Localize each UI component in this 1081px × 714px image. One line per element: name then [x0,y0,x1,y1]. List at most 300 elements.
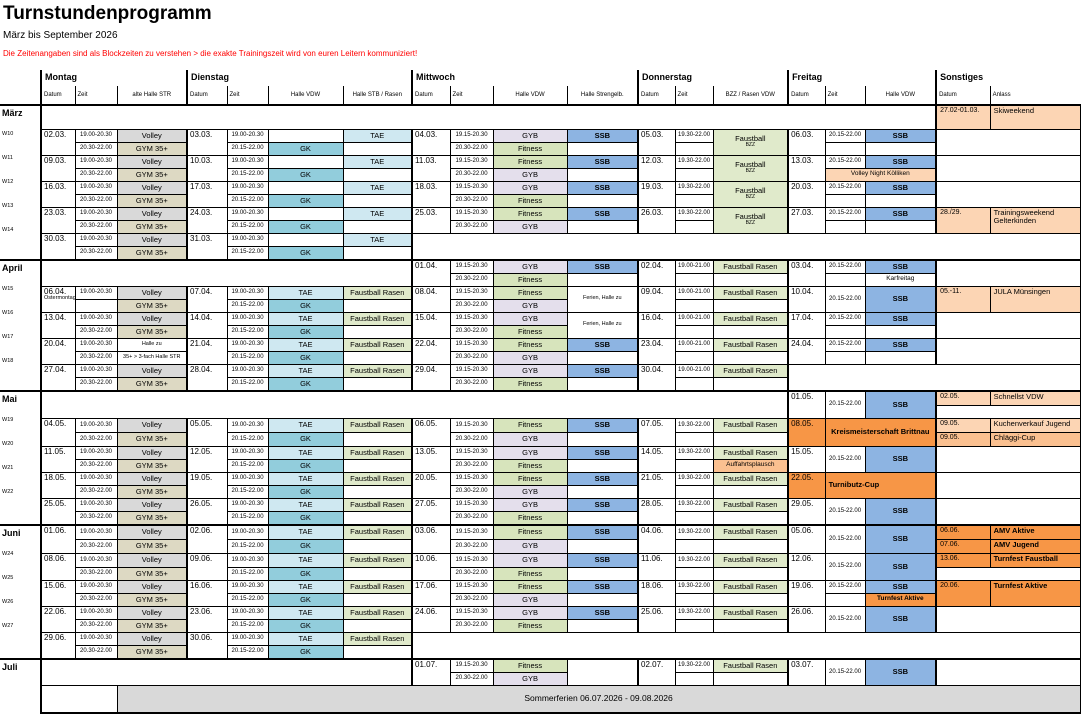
col-header: Halle STB / Rasen [343,86,412,105]
time-cell: 19.00-20.30 [227,181,268,194]
date-cell: 19.06. [788,580,825,606]
bzz-rasen-cell: Faustball Rasen [713,418,788,432]
date-cell [41,338,75,364]
date-text: 16.03. [44,181,67,191]
page-title: Turnstundenprogramm [3,3,212,24]
col-header: Zeit [825,86,865,105]
sonstiges-date: 07.06. [936,539,990,553]
date-cell: 24.04. [788,338,825,364]
day-header-mittwoch: Mittwoch [412,70,638,86]
time-cell: 19.00-20.30 [227,155,268,168]
empty-cell [675,432,713,446]
date-cell: 30.04. [638,364,675,391]
hall-cell: Fitness [493,338,567,351]
date-text: 18.05. [44,472,67,482]
col-header: Datum [638,86,675,105]
time-cell: 19.00-20.30 [75,472,117,485]
time-cell: 19.15-20.30 [450,364,493,377]
time-cell: 20.15-22.00 [825,260,865,274]
stb-rasen-cell [343,168,412,181]
hall-cell: GYB [493,181,567,194]
time-cell: 19.00-21.00 [675,260,713,274]
col-header: Datum [412,86,450,105]
date-cell: 09.06. [187,553,227,580]
hall-cell: GYM 35+ [117,619,187,632]
date-cell: 04.03. [412,129,450,155]
time-cell: 20.30-22.00 [450,593,493,606]
week-label: W17 [2,333,14,340]
hall-cell: Halle zu [117,338,187,351]
date-cell: 19.05. [187,472,227,498]
hall-cell: Volley [117,418,187,432]
time-cell: 20.30-22.00 [450,194,493,207]
time-cell: 19.00-21.00 [675,364,713,377]
date-text: 06.04. [44,286,67,296]
date-text: 20.04. [44,338,67,348]
time-cell: 20.15-22.00 [227,325,268,338]
empty-cell [41,260,412,287]
empty-cell [713,567,788,580]
week-label: W10 [2,131,14,137]
empty-cell [41,659,412,686]
time-cell: 20.30-22.00 [75,142,117,155]
vdw-hall-cell: GK [268,377,343,391]
date-text: 15.06. [44,580,67,590]
date-cell: 11.06. [638,553,675,580]
hall-cell: GYB [493,485,567,498]
strengelbach-cell: SSB [567,207,638,220]
time-cell: 20.30-22.00 [450,672,493,685]
vdw-hall-cell: GK [268,511,343,525]
time-cell: 20.30-22.00 [450,567,493,580]
day-header-montag: Montag [41,70,187,86]
stb-rasen-cell [343,645,412,659]
time-cell: 20.30-22.00 [450,619,493,632]
date-cell: 26.05. [187,498,227,525]
holiday-note: Ostermontag [44,294,76,301]
bzz-rasen-cell: Faustball Rasen [713,580,788,593]
time-cell: 19.15-20.30 [450,155,493,168]
vdw-hall-cell: TAE [268,312,343,325]
event-note-cell: Volley Night Kölliken [825,168,936,181]
week-label: W18 [2,357,14,364]
empty-cell [675,593,713,606]
hall-cell: Fitness [493,567,567,580]
time-cell: 19.15-20.30 [450,580,493,593]
stb-rasen-cell: Faustball Rasen [343,580,412,593]
month-label-column [0,659,41,714]
vdw-hall-cell: GK [268,168,343,181]
block-time-notice: Die Zeitenangaben sind als Blockzeiten zu verstehen > die exakte Trainingszeit wird von euren Leitern kommuniziert! [3,49,418,58]
date-cell: 02.06. [187,525,227,554]
date-text: 09.03. [44,155,67,165]
time-cell: 19.00-20.30 [75,286,117,299]
hall-cell: GYB [493,220,567,233]
time-cell: 19.00-20.30 [75,129,117,142]
date-cell: 31.03. [187,233,227,260]
date-cell [41,207,75,233]
sonstiges-text: Kuchenverkauf Jugend [990,418,1080,432]
stb-rasen-cell [343,142,412,155]
date-cell: 04.06. [638,525,675,554]
hall-cell: GYB [493,299,567,312]
empty-cell [936,155,1080,181]
date-cell: 17.06. [412,580,450,606]
ssb-cell: SSB [865,580,936,593]
hall-cell: Fitness [493,525,567,540]
time-cell: 19.00-21.00 [675,312,713,325]
week-label: W22 [2,488,14,495]
date-cell: 25.03. [412,207,450,233]
week-label: W26 [2,598,14,605]
hall-cell: Fitness [493,273,567,286]
empty-cell [567,351,638,364]
time-cell: 20.15-22.00 [227,377,268,391]
time-cell: 20.30-22.00 [450,325,493,338]
time-cell: 19.15-20.30 [450,129,493,142]
col-header: alte Halle STR [117,86,187,105]
month-label-column [0,105,41,260]
hall-cell: GYM 35+ [117,299,187,312]
vdw-hall-cell: TAE [268,472,343,485]
sonstiges-text: AMV Aktive [990,525,1080,540]
vdw-hall-cell: GK [268,299,343,312]
hall-cell: GYM 35+ [117,567,187,580]
bzz-rasen-cell: Faustball Rasen [713,312,788,325]
hall-cell: GYB [493,312,567,325]
date-cell: 12.05. [187,446,227,472]
empty-cell [567,593,638,606]
hall-cell: GYM 35+ [117,432,187,446]
sonstiges-date: 13.06. [936,553,990,567]
date-cell: 06.03. [788,129,825,155]
week-label: W14 [2,227,14,233]
date-cell: 03.07. [788,659,825,686]
date-cell [41,525,75,554]
time-cell: 19.00-20.30 [75,312,117,325]
date-cell: 05.03. [638,129,675,155]
strengelbach-cell: SSB [567,338,638,351]
time-cell: 20.15-22.00 [227,511,268,525]
date-cell [41,606,75,632]
schedule-table [0,70,1081,714]
date-cell: 16.04. [638,312,675,338]
strengelbach-cell: SSB [567,155,638,168]
date-cell: 01.05. [788,391,825,419]
time-cell: 19.00-20.30 [75,606,117,619]
hall-text: Faustball [735,160,766,170]
date-cell: 08.04. [412,286,450,312]
stb-rasen-cell: TAE [343,129,412,142]
empty-cell [936,181,1080,207]
strengelbach-cell: SSB [567,446,638,459]
empty-cell [675,619,713,632]
hall-cell: Fitness [493,472,567,485]
hall-cell: Volley [117,525,187,540]
date-cell [41,580,75,606]
vdw-hall-cell: TAE [268,553,343,567]
date-cell [41,446,75,472]
ssb-cell: SSB [865,498,936,525]
empty-cell [713,299,788,312]
week-label: W24 [2,550,14,557]
time-cell: 19.00-20.30 [227,207,268,220]
empty-cell [713,377,788,391]
date-cell: 14.04. [187,312,227,338]
date-cell: 11.03. [412,155,450,181]
sonstiges-text: AMV Jugend [990,539,1080,553]
time-cell: 20.15-22.00 [227,459,268,472]
bzz-rasen-cell: Faustball Rasen [713,525,788,540]
date-cell: 03.06. [412,525,450,554]
empty-cell [567,142,638,155]
friday-event-cell: Turnibutz-Cup [825,472,936,498]
vdw-hall-cell: TAE [268,525,343,540]
col-header: Halle VDW [493,86,567,105]
time-cell: 20.15-22.00 [227,619,268,632]
empty-cell [675,539,713,553]
vdw-hall-cell: TAE [268,498,343,511]
ssb-cell: SSB [865,207,936,220]
time-cell: 20.30-22.00 [75,459,117,472]
sonstiges-date: 28./29. [936,207,990,233]
col-header: BZZ / Rasen VDW [713,86,788,105]
date-cell [41,472,75,498]
stb-rasen-cell: Faustball Rasen [343,498,412,511]
empty-cell [675,325,713,338]
time-cell: 20.30-22.00 [75,246,117,260]
date-cell: 27.03. [788,207,825,233]
time-cell: 19.15-20.30 [450,181,493,194]
empty-cell [567,511,638,525]
date-cell [41,553,75,580]
date-cell: 18.03. [412,181,450,207]
date-cell: 19.03. [638,181,675,207]
date-cell: 02.07. [638,659,675,686]
vdw-hall-cell: GK [268,432,343,446]
time-cell: 19.00-20.30 [227,364,268,377]
time-cell: 20.15-22.00 [227,593,268,606]
time-cell: 20.30-22.00 [450,273,493,286]
stb-rasen-cell [343,299,412,312]
empty-cell [713,511,788,525]
stb-rasen-cell: TAE [343,233,412,246]
hall-cell: GYM 35+ [117,194,187,207]
empty-cell [936,129,1080,155]
empty-cell [936,498,1080,525]
stb-rasen-cell: Faustball Rasen [343,312,412,325]
month-label: Mai [2,393,18,404]
hall-cell: Volley [117,606,187,619]
bzz-rasen-cell [713,181,788,207]
empty-cell [41,391,788,419]
empty-cell [675,168,713,181]
date-text: 02.03. [44,129,67,139]
vdw-hall-cell: TAE [268,606,343,619]
time-cell: 20.30-22.00 [75,220,117,233]
date-text: 22.06. [44,606,67,616]
date-text: 01.06. [44,525,67,535]
col-header: Datum [187,86,227,105]
time-cell: 20.15-22.00 [227,432,268,446]
bzz-rasen-cell: Faustball Rasen [713,260,788,274]
ssb-cell: SSB [865,312,936,325]
hall-cell: GYM 35+ [117,485,187,498]
time-cell: 19.00-20.30 [227,418,268,432]
time-cell: 19.15-20.30 [450,338,493,351]
stb-rasen-cell: TAE [343,207,412,220]
col-header: Zeit [675,86,713,105]
empty-cell [713,432,788,446]
strengelbach-cell: SSB [567,472,638,485]
day-header-dienstag: Dienstag [187,70,412,86]
empty-cell [713,485,788,498]
hall-cell: Volley [117,632,187,645]
strengelbach-cell: SSB [567,606,638,619]
empty-cell [412,233,1080,260]
hall-cell: GYM 35+ [117,377,187,391]
time-cell: 19.15-20.30 [450,446,493,459]
ssb-cell: SSB [865,155,936,168]
vdw-hall-cell: GK [268,619,343,632]
time-cell: 19.30-22.00 [675,472,713,485]
bzz-rasen-cell: Faustball Rasen [713,446,788,459]
hall-cell: Volley [117,553,187,567]
time-cell: 19.15-20.30 [450,286,493,299]
date-cell: 05.06. [788,525,825,554]
hall-cell: Fitness [493,286,567,299]
hall-cell: GYB [493,446,567,459]
date-text: 08.06. [44,553,67,563]
day-header-sonstiges: Sonstiges [936,70,1080,86]
empty-cell [675,273,713,286]
time-cell: 20.15-22.00 [825,391,865,419]
date-cell: 27.05. [412,498,450,525]
time-cell: 20.15-22.00 [825,498,865,525]
hall-cell: Volley [117,446,187,459]
empty-cell [865,220,936,233]
sonstiges-text: JULA Münsingen [990,286,1080,312]
date-cell [41,498,75,525]
sonstiges-text: Turnfest Aktive [990,580,1080,606]
empty-cell [825,351,865,364]
week-label: W16 [2,309,14,316]
time-cell: 19.00-20.30 [227,312,268,325]
time-cell: 20.15-22.00 [227,567,268,580]
sonstiges-date: 06.06. [936,525,990,540]
sonstiges-date: 09.05. [936,432,990,446]
time-cell: 19.30-22.00 [675,525,713,540]
date-cell [41,129,75,155]
hall-cell: GYB [493,593,567,606]
vdw-hall-cell: GK [268,246,343,260]
hall-cell: GYM 35+ [117,246,187,260]
empty-cell [675,459,713,472]
time-cell: 20.15-22.00 [825,155,865,168]
stb-rasen-cell [343,511,412,525]
time-cell: 19.00-20.30 [75,418,117,432]
month-label: Juni [2,527,21,538]
vdw-hall-cell: GK [268,539,343,553]
date-text: 25.05. [44,498,67,508]
time-cell: 19.00-21.00 [675,286,713,299]
hall-subtext: BZZ [745,142,756,149]
hall-text: Faustball [735,212,766,222]
bzz-rasen-cell: Faustball Rasen [713,553,788,567]
empty-cell [936,606,1080,632]
sonstiges-date: 09.05. [936,418,990,432]
ssb-cell: SSB [865,391,936,419]
time-cell: 20.15-22.00 [227,246,268,260]
time-cell: 20.15-22.00 [227,539,268,553]
hall-cell: Fitness [493,377,567,391]
date-cell [41,286,75,312]
hall-cell: GYB [493,168,567,181]
empty-cell [865,325,936,338]
hall-subtext: BZZ [745,220,756,227]
date-cell: 09.04. [638,286,675,312]
time-cell: 19.00-20.30 [75,338,117,351]
strengelbach-cell: SSB [567,418,638,432]
bzz-rasen-cell: Faustball Rasen [713,338,788,351]
time-cell: 19.30-22.00 [675,207,713,220]
hall-cell: GYB [493,672,567,685]
week-label: W11 [2,155,13,161]
stb-rasen-cell [343,593,412,606]
time-cell: 20.15-22.00 [825,580,865,593]
vdw-hall-cell: GK [268,351,343,364]
empty-cell [675,485,713,498]
empty-cell [567,273,638,286]
time-cell: 19.15-20.30 [450,260,493,274]
date-cell [41,632,75,659]
empty-cell [567,168,638,181]
stb-rasen-cell: Faustball Rasen [343,632,412,645]
stb-rasen-cell: Faustball Rasen [343,418,412,432]
hall-cell: GYM 35+ [117,511,187,525]
time-cell: 19.00-20.30 [227,606,268,619]
time-cell: 20.15-22.00 [825,338,865,351]
date-cell: 20.03. [788,181,825,207]
empty-cell [825,593,865,606]
stb-rasen-cell [343,246,412,260]
time-cell: 20.15-22.00 [825,129,865,142]
date-cell: 06.05. [412,418,450,446]
stb-rasen-cell: Faustball Rasen [343,472,412,485]
empty-cell [675,567,713,580]
sonstiges-text: Trainingsweekend Gelterkinden [990,207,1080,233]
date-cell: 10.06. [412,553,450,580]
vdw-hall-cell: GK [268,593,343,606]
hall-cell: GYB [493,539,567,553]
hall-cell: Fitness [493,325,567,338]
hall-cell: GYB [493,129,567,142]
empty-cell [567,485,638,498]
time-cell: 19.00-20.30 [75,181,117,194]
time-cell: 19.15-20.30 [450,312,493,325]
date-cell: 02.04. [638,260,675,287]
ssb-cell: SSB [865,129,936,142]
month-label-column [0,260,41,391]
empty-cell [936,446,1080,472]
time-cell: 20.30-22.00 [75,539,117,553]
hall-cell: Fitness [493,459,567,472]
stb-rasen-cell: TAE [343,155,412,168]
month-label-column [0,391,41,525]
time-cell: 20.30-22.00 [75,567,117,580]
hall-cell: Fitness [493,511,567,525]
time-cell: 20.15-22.00 [227,351,268,364]
